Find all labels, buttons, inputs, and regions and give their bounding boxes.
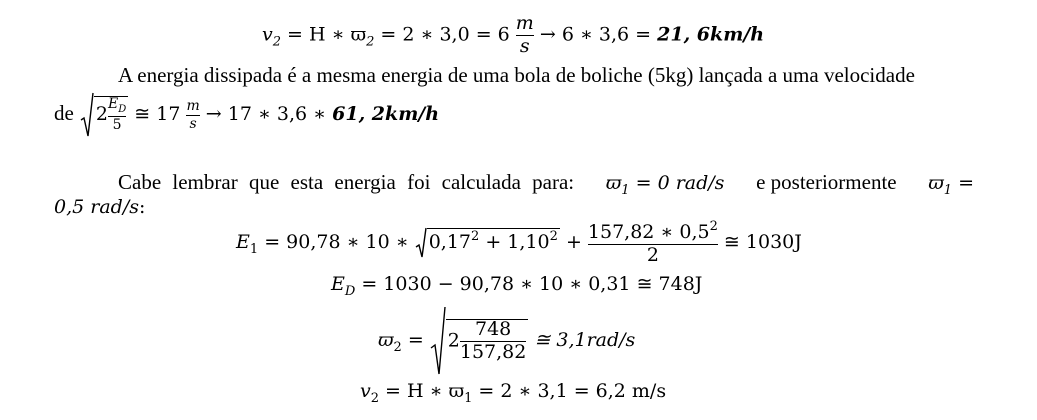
para1-approx: ≅ 17: [134, 103, 181, 125]
eq3-lhs-sub: D: [344, 284, 356, 299]
eq3-rest: = 1030 − 90,78 ∗ 10 ∗ 0,31 ≅ 748J: [355, 273, 703, 295]
eq1-lhs-sub: 2: [272, 34, 282, 50]
para2-mid: e posteriormente: [756, 170, 897, 194]
para1-sqrt-num: E: [107, 96, 119, 112]
sqrt-sign-icon: [430, 306, 446, 376]
eq2-sqrt: $0,17^2 + 1,10^2$: [415, 227, 560, 259]
eq2-part-a: = 90,78 ∗ 10 ∗: [258, 230, 415, 253]
equation-ed: [331, 273, 702, 299]
paragraph-2-line-2: [54, 196, 145, 218]
eq2-fraction: $\frac{157,82 ∗ 0,5^2}{2}$: [587, 219, 718, 266]
para1-sqrt-den: 5: [112, 117, 122, 134]
eq4-result: ≅ 3,1rad/s: [528, 329, 636, 351]
para1-frac-den: s: [189, 115, 197, 132]
para1-sqrt-num-sub: D: [118, 103, 127, 115]
para1-sqrt-coef: 2: [95, 103, 108, 125]
eq4-fraction: $\frac{748}{157,82}$: [459, 317, 527, 363]
eq4-lhs-sub: 2: [393, 340, 402, 355]
paragraph-1-line-2: [54, 92, 439, 138]
eq4-coef: 2: [447, 329, 460, 351]
eq1-result: 21, 6km/h: [657, 23, 765, 46]
eq2-plus: +: [559, 230, 588, 253]
eq4-sqrt: [430, 306, 529, 376]
paragraph-2-line-1: [118, 170, 974, 198]
eq5-a-sub: 1: [464, 391, 473, 406]
eq5-part-b: = 2 ∗ 3,1 = 6,2 m/s: [472, 380, 667, 402]
equation-e1: [236, 220, 802, 266]
para1-arrow: → 17 ∗ 3,6 ∗: [205, 103, 333, 125]
equation-w2: [378, 306, 635, 376]
para1-sqrt-frac: [108, 97, 126, 133]
paragraph-1-line-1: A energia dissipada é a mesma energia de uma bola de boliche (5kg) lançada a uma velocidade: [118, 63, 915, 87]
sqrt-sign-icon: [415, 227, 427, 259]
eq1-lhs: v: [262, 23, 273, 46]
para2-colon: :: [138, 196, 146, 218]
eq5-lhs-sub: 2: [370, 391, 380, 406]
eq2-result: ≅ 1030J: [717, 230, 802, 253]
eq2-lhs-sub: 1: [249, 241, 259, 257]
eq1-part-c: → 6 ∗ 3,6 =: [539, 23, 658, 46]
eq4-lhs: ϖ: [378, 329, 394, 351]
equation-v2-speed: [262, 14, 764, 57]
eq1-fraction: [516, 14, 534, 57]
eq1-a-sub: 2: [366, 34, 375, 50]
eq2-lhs: E: [236, 230, 250, 253]
para1-fraction: [186, 99, 199, 131]
eq1-part-b: = 2 ∗ 3,0 = 6: [374, 23, 510, 46]
eq3-lhs: E: [331, 273, 345, 295]
eq4-eq: =: [401, 329, 430, 351]
para1-result: 61, 2km/h: [332, 103, 440, 125]
equation-v2-final: [360, 380, 666, 406]
para1-sqrt: [80, 92, 128, 138]
para1-de: de: [54, 101, 74, 125]
para1-frac-num: m: [186, 97, 200, 114]
eq1-frac-num: m: [515, 12, 534, 34]
eq1-part-a: = H ∗ ϖ: [281, 23, 367, 46]
para2-w2-expr: $ϖ_1$ =: [928, 172, 974, 198]
para2-text: Cabe lembrar que esta energia foi calculada para:: [118, 170, 575, 194]
para2-w1-expr: $ϖ_1 = 0$ rad/s: [605, 172, 725, 198]
eq5-lhs: v: [360, 380, 371, 402]
sqrt-sign-icon: [80, 92, 94, 138]
para2-line2: 0,5 rad/s: [54, 196, 139, 218]
eq1-frac-den: s: [519, 34, 530, 57]
eq5-part-a: = H ∗ ϖ: [379, 380, 465, 402]
